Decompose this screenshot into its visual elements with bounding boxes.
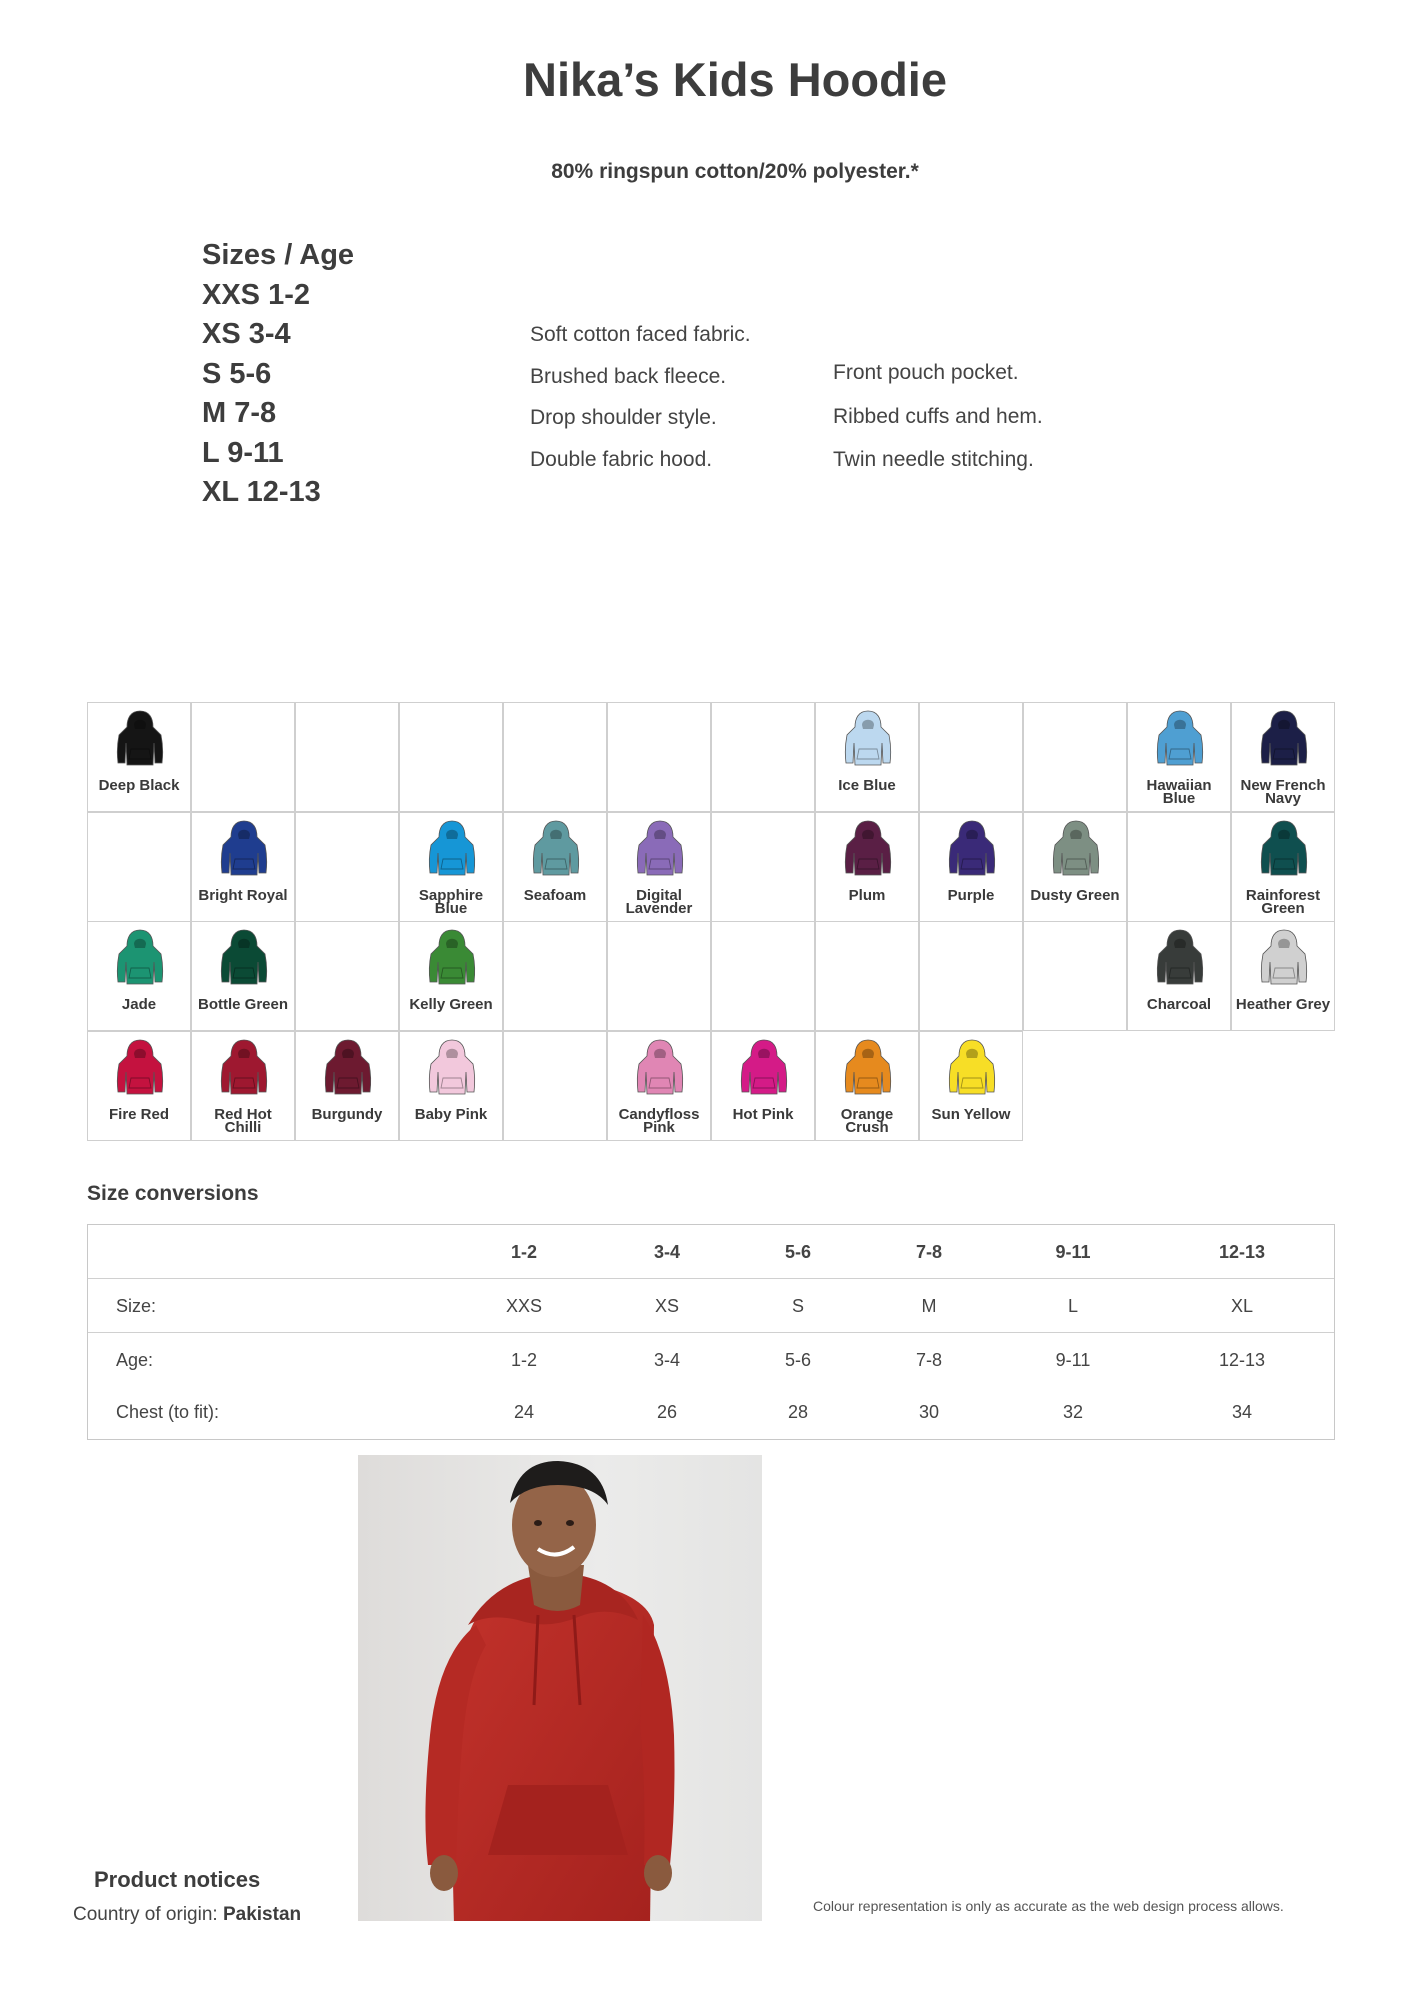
colour-swatch xyxy=(87,1031,191,1141)
hoodie-icon xyxy=(426,1038,478,1098)
features-list-left xyxy=(530,314,751,480)
origin-label: Country of origin: xyxy=(73,1904,218,1925)
colour-name: Candyfloss Pink xyxy=(618,1105,700,1136)
hoodie-icon xyxy=(634,1038,686,1098)
colour-swatch xyxy=(503,812,607,922)
origin-value: Pakistan xyxy=(222,1904,302,1925)
size-age-item: M 7-8 xyxy=(202,397,277,429)
colour-swatch xyxy=(815,1031,919,1141)
colour-name: Seafoam xyxy=(523,886,587,904)
colour-name: Burgundy xyxy=(311,1105,383,1123)
row-label: Size: xyxy=(116,1296,157,1316)
colour-name: Bottle Green xyxy=(197,996,288,1013)
colour-swatch-empty xyxy=(399,702,503,812)
feature-item: Brushed back fleece. xyxy=(530,364,727,388)
size-age-item: L 9-11 xyxy=(202,436,284,469)
colour-swatch-empty xyxy=(191,702,295,812)
colour-swatch xyxy=(711,1031,815,1141)
sizes-age-heading: Sizes / Age xyxy=(202,239,355,271)
hoodie-icon xyxy=(114,928,166,988)
colour-swatch-empty xyxy=(87,812,191,922)
feature-item: Soft cotton faced fabric. xyxy=(530,323,751,346)
size-age-item: XL 12-13 xyxy=(202,476,321,508)
colour-swatch xyxy=(1231,921,1335,1031)
hoodie-icon xyxy=(426,819,478,879)
colour-swatch xyxy=(399,1031,503,1141)
colour-swatch-empty xyxy=(607,702,711,812)
colour-swatch xyxy=(191,812,295,922)
hoodie-icon xyxy=(322,1038,374,1098)
size-conversions-heading: Size conversions xyxy=(87,1182,259,1205)
colour-swatch-empty xyxy=(295,812,399,922)
hoodie-icon xyxy=(946,819,998,879)
colour-swatch-empty xyxy=(1127,812,1231,922)
hoodie-icon xyxy=(1258,928,1310,988)
table-header-cell: 1-2 xyxy=(510,1242,537,1262)
colour-name: Red Hot Chilli xyxy=(214,1105,272,1136)
features-list-right xyxy=(833,351,1043,482)
feature-item: Front pouch pocket. xyxy=(833,361,1019,384)
colour-swatch-empty xyxy=(815,921,919,1031)
colour-name: Orange Crush xyxy=(840,1105,894,1136)
table-cell: S xyxy=(791,1296,804,1316)
hoodie-icon xyxy=(114,709,166,769)
colour-name: New French Navy xyxy=(1240,777,1326,807)
colour-name: Digital Lavender xyxy=(625,886,693,917)
colour-name: Charcoal xyxy=(1146,996,1212,1013)
colour-name: Bright Royal xyxy=(198,886,288,904)
size-age-item: XXS 1-2 xyxy=(202,278,310,311)
table-cell: 32 xyxy=(1062,1402,1084,1422)
colour-swatch xyxy=(1231,812,1335,922)
colour-name: Rainforest Green xyxy=(1245,886,1321,917)
colour-swatch xyxy=(295,1031,399,1141)
table-cell: 9-11 xyxy=(1055,1350,1091,1370)
table-cell: 28 xyxy=(787,1402,809,1422)
colour-swatch xyxy=(1127,921,1231,1031)
colour-name: Plum xyxy=(848,886,886,904)
hoodie-icon xyxy=(218,819,270,879)
size-age-item: XS 3-4 xyxy=(202,318,291,350)
boy-in-red-hoodie-illustration xyxy=(358,1455,762,1921)
table-cell: 3-4 xyxy=(653,1350,680,1370)
colour-swatch-empty xyxy=(1023,702,1127,812)
row-label: Age: xyxy=(116,1350,154,1370)
hoodie-icon xyxy=(530,819,582,879)
table-header-cell: 3-4 xyxy=(653,1242,680,1262)
table-cell: 12-13 xyxy=(1218,1350,1266,1370)
size-conversion-table xyxy=(87,1224,1335,1440)
colour-swatch-empty xyxy=(919,702,1023,812)
page-title: Nika’s Kids Hoodie xyxy=(523,53,947,106)
colour-swatch xyxy=(919,812,1023,922)
hoodie-icon xyxy=(1154,709,1206,769)
table-header-cell: 9-11 xyxy=(1055,1242,1091,1262)
colour-name: Hot Pink xyxy=(732,1105,794,1123)
colour-name: Sapphire Blue xyxy=(418,886,484,917)
colour-name: Heather Grey xyxy=(1235,996,1331,1013)
colour-name: Kelly Green xyxy=(409,996,493,1013)
table-cell: 24 xyxy=(513,1402,535,1422)
colour-swatch-empty xyxy=(503,1031,607,1141)
hoodie-icon xyxy=(1258,709,1310,769)
colour-name: Deep Black xyxy=(98,777,180,794)
feature-item: Drop shoulder style. xyxy=(530,406,717,429)
colour-swatch-empty xyxy=(295,702,399,812)
colour-swatch xyxy=(815,702,919,812)
colour-swatch-empty xyxy=(295,921,399,1031)
size-age-item: S 5-6 xyxy=(202,357,272,390)
feature-item: Ribbed cuffs and hem. xyxy=(833,404,1043,428)
table-header-cell: 5-6 xyxy=(784,1242,811,1262)
table-cell: XS xyxy=(654,1296,679,1316)
colour-swatch-empty xyxy=(503,702,607,812)
colour-name: Purple xyxy=(947,886,995,904)
hoodie-icon xyxy=(1050,819,1102,879)
colour-swatch-empty xyxy=(607,921,711,1031)
table-cell: XL xyxy=(1230,1296,1254,1316)
hoodie-icon xyxy=(218,928,270,988)
feature-item: Double fabric hood. xyxy=(530,447,713,471)
hoodie-icon xyxy=(842,819,894,879)
colour-swatch xyxy=(919,1031,1023,1141)
colour-swatch-empty xyxy=(503,921,607,1031)
colour-name: Hawaiian Blue xyxy=(1146,777,1212,807)
table-divider xyxy=(88,1278,1334,1279)
hoodie-icon xyxy=(842,1038,894,1098)
table-header-cell: 7-8 xyxy=(915,1242,942,1262)
colour-name: Baby Pink xyxy=(414,1105,488,1123)
feature-item: Twin needle stitching. xyxy=(833,448,1034,471)
colour-swatch-empty xyxy=(711,921,815,1031)
colour-swatch xyxy=(607,1031,711,1141)
colour-swatch xyxy=(1127,702,1231,812)
table-divider xyxy=(88,1332,1334,1333)
colour-swatch xyxy=(1023,812,1127,922)
row-label: Chest (to fit): xyxy=(116,1402,220,1422)
colour-name: Dusty Green xyxy=(1030,886,1120,904)
table-cell: L xyxy=(1067,1296,1078,1316)
colour-swatch xyxy=(399,812,503,922)
colour-name: Ice Blue xyxy=(838,777,896,794)
fabric-composition: 80% ringspun cotton/20% polyester.* xyxy=(551,160,919,183)
colour-swatch xyxy=(87,702,191,812)
table-cell: 26 xyxy=(656,1402,678,1422)
table-header-cell: 12-13 xyxy=(1218,1242,1266,1262)
colour-disclaimer: Colour representation is only as accurate as the web design process allows. xyxy=(813,1898,1284,1914)
hoodie-icon xyxy=(634,819,686,879)
colour-swatch xyxy=(87,921,191,1031)
colour-swatch-empty xyxy=(711,702,815,812)
colour-swatch xyxy=(607,812,711,922)
colour-swatch xyxy=(399,921,503,1031)
colour-swatch-empty xyxy=(919,921,1023,1031)
colour-swatch xyxy=(1231,702,1335,812)
model-photo xyxy=(358,1455,762,1921)
table-cell: M xyxy=(921,1296,937,1316)
colour-swatch xyxy=(815,812,919,922)
colour-swatch-empty xyxy=(1023,921,1127,1031)
table-cell: XXS xyxy=(505,1296,543,1316)
hoodie-icon xyxy=(1154,928,1206,988)
table-cell: 30 xyxy=(918,1402,940,1422)
hoodie-icon xyxy=(426,928,478,988)
table-cell: 34 xyxy=(1231,1402,1253,1422)
product-notices-heading: Product notices xyxy=(94,1867,261,1892)
colour-swatch-empty xyxy=(711,812,815,922)
hoodie-icon xyxy=(218,1038,270,1098)
table-cell: 1-2 xyxy=(510,1350,537,1370)
hoodie-icon xyxy=(738,1038,790,1098)
hoodie-icon xyxy=(946,1038,998,1098)
colour-name: Sun Yellow xyxy=(931,1105,1011,1123)
colour-swatch-grid xyxy=(87,702,1335,1142)
hoodie-icon xyxy=(114,1038,166,1098)
country-of-origin xyxy=(73,1904,301,1926)
table-cell: 5-6 xyxy=(784,1350,811,1370)
hoodie-icon xyxy=(842,709,894,769)
hoodie-icon xyxy=(1258,819,1310,879)
colour-name: Jade xyxy=(121,996,157,1013)
sizes-age-list xyxy=(202,236,354,513)
colour-swatch xyxy=(191,1031,295,1141)
colour-swatch xyxy=(191,921,295,1031)
colour-name: Fire Red xyxy=(108,1105,169,1123)
table-cell: 7-8 xyxy=(915,1350,942,1370)
